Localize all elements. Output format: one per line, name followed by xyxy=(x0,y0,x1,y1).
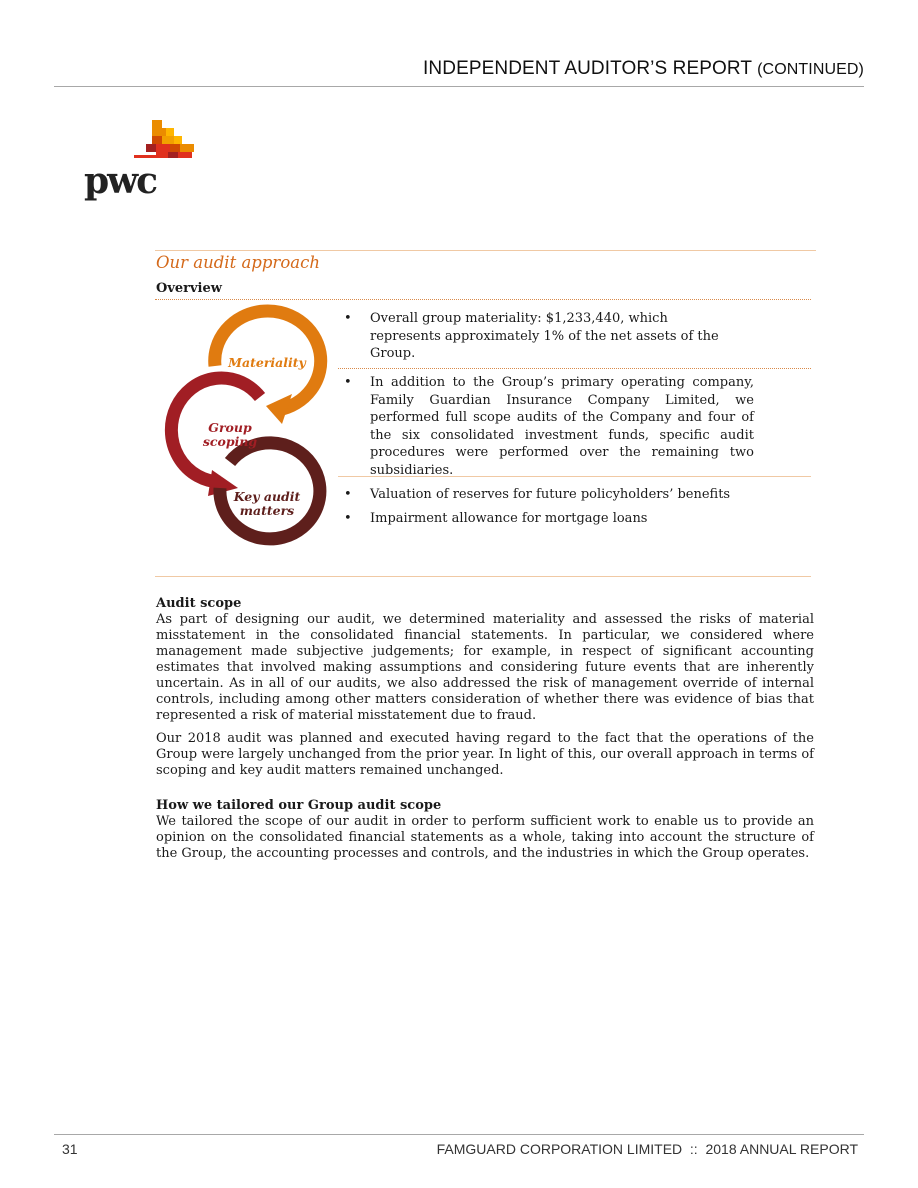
list-item xyxy=(338,374,811,479)
header-title: INDEPENDENT AUDITOR’S REPORT xyxy=(423,58,752,79)
header-divider xyxy=(54,86,864,87)
audit-scope-paragraph-2-block xyxy=(156,731,814,779)
key-matter-text: Valuation of reserves for future policyholders’ benefits xyxy=(370,487,731,502)
key-audit-matters-label-line1: Key audit xyxy=(233,489,301,504)
page-header xyxy=(423,58,864,80)
pwc-logo xyxy=(84,120,199,205)
group-scoping-label xyxy=(190,421,270,449)
section-title: Our audit approach xyxy=(156,253,320,272)
bullet-separator xyxy=(338,368,811,369)
key-matters-bullets xyxy=(338,486,811,527)
pwc-wordmark: pwc xyxy=(84,160,157,202)
list-item xyxy=(338,310,811,363)
key-audit-matters-label-line2: matters xyxy=(239,503,295,518)
key-audit-matters-label xyxy=(226,490,308,518)
materiality-bullets xyxy=(338,310,811,363)
key-matter-text: Impairment allowance for mortgage loans xyxy=(370,510,648,526)
scoping-bullet-text: In addition to the Group’s primary operating company, Family Guardian Insurance Company Limited, we performed full scope audits of the Company and four of the six consolidated investment funds, specific audit procedures were performed over the remaining two subsidiaries. xyxy=(370,375,754,478)
materiality-label-text: Materiality xyxy=(228,355,306,370)
header-continued: (CONTINUED) xyxy=(757,61,864,78)
overview-label: Overview xyxy=(156,281,222,296)
audit-scope-section xyxy=(156,596,814,724)
page-number: 31 xyxy=(62,1141,78,1157)
group-scoping-label-line1: Group xyxy=(208,420,252,435)
pwc-logo-mark xyxy=(84,120,199,165)
group-scoping-label-line2: scoping xyxy=(202,434,258,449)
bullet-separator xyxy=(338,476,811,477)
audit-scope-heading: Audit scope xyxy=(156,596,242,611)
tailored-scope-heading: How we tailored our Group audit scope xyxy=(156,798,442,813)
audit-scope-paragraph-1: As part of designing our audit, we determined materiality and assessed the risks of material misstatement in the consolidated financial statements. In particular, we considered where management made subjective judgements; for example, in respect of significant accounting estimates that involved making assumptions and considering future events that are inherently uncertain. As in all of our audits, we also addressed the risk of management override of internal controls, including among other matters consideration of whether there was evidence of bias that represented a risk of material misstatement due to fraud. xyxy=(156,612,814,723)
audit-approach-diagram xyxy=(160,300,340,570)
footer-divider xyxy=(54,1134,864,1135)
section-top-rule xyxy=(155,250,816,251)
tailored-scope-paragraph: We tailored the scope of our audit in order to perform sufficient work to enable us to provide an opinion on the consolidated financial statements as a whole, taking into account the structure of the Group, the accounting processes and controls, and the industries in which the Group operates. xyxy=(156,814,814,861)
materiality-label xyxy=(222,356,312,370)
list-item xyxy=(338,510,811,528)
scoping-bullets xyxy=(338,374,811,479)
overview-bottom-rule xyxy=(155,576,811,577)
list-item xyxy=(338,486,811,504)
audit-scope-paragraph-2: Our 2018 audit was planned and executed having regard to the fact that the operations of the Group were largely unchanged from the prior year. In light of this, our overall approach in terms of scoping and key audit matters remained unchanged. xyxy=(156,731,814,778)
materiality-bullet-text: Overall group materiality: $1,233,440, which represents approximately 1% of the net assets of the Group. xyxy=(370,311,719,361)
publication-title: FAMGUARD CORPORATION LIMITED :: 2018 ANNUAL REPORT xyxy=(436,1141,858,1157)
tailored-scope-section xyxy=(156,798,814,862)
